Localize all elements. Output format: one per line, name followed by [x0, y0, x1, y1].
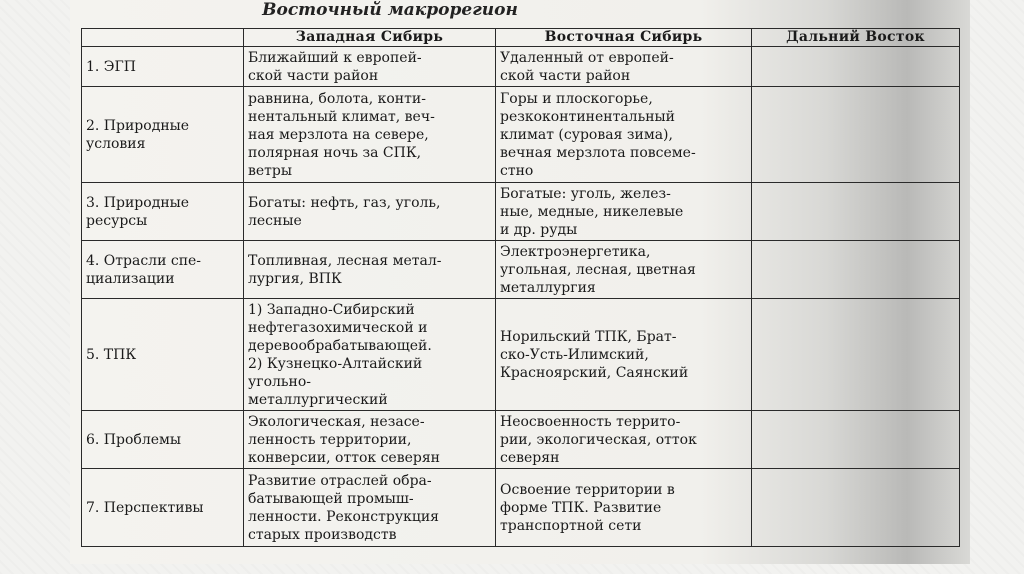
cell-far-east [752, 241, 960, 299]
cell-east-siberia: Удаленный от европей- ской части район [496, 47, 752, 87]
header-west-siberia: Западная Сибирь [244, 29, 496, 47]
row-label: 4. Отрасли спе- циализации [82, 241, 244, 299]
cell-west-siberia: равнина, болота, конти- нентальный климат, веч- ная мерзлота на севере, полярная ночь за СПК, ветры [244, 87, 496, 183]
cell-far-east [752, 183, 960, 241]
cell-west-siberia: Богаты: нефть, газ, уголь, лесные [244, 183, 496, 241]
cell-west-siberia: Экологическая, незасе- ленность территории, конверсии, отток северян [244, 411, 496, 469]
cell-far-east [752, 469, 960, 547]
cell-west-siberia: Топливная, лесная метал- лургия, ВПК [244, 241, 496, 299]
cell-east-siberia: Норильский ТПК, Брат- ско-Усть-Илимский, Красноярский, Саянский [496, 299, 752, 411]
row-label: 5. ТПК [82, 299, 244, 411]
row-label: 2. Природные условия [82, 87, 244, 183]
header-east-siberia: Восточная Сибирь [496, 29, 752, 47]
row-label: 6. Проблемы [82, 411, 244, 469]
cell-west-siberia: Ближайший к европей- ской части район [244, 47, 496, 87]
cell-far-east [752, 299, 960, 411]
cell-far-east [752, 47, 960, 87]
cell-east-siberia: Освоение территории в форме ТПК. Развитие транспортной сети [496, 469, 752, 547]
cell-east-siberia: Горы и плоскогорье, резкоконтинентальный климат (суровая зима), вечная мерзлота повсеме- стно [496, 87, 752, 183]
table-row [82, 87, 960, 183]
cell-west-siberia: 1) Западно-Сибирский нефтегазохимической и деревообрабатывающей. 2) Кузнецко-Алтайский угольно- металлургический [244, 299, 496, 411]
cell-east-siberia: Неосвоенность террито- рии, экологическая, отток северян [496, 411, 752, 469]
cell-far-east [752, 411, 960, 469]
cell-east-siberia: Электроэнергетика, угольная, лесная, цветная металлургия [496, 241, 752, 299]
table-header-row [82, 29, 960, 47]
row-label: 7. Перспективы [82, 469, 244, 547]
cell-east-siberia: Богатые: уголь, желез- ные, медные, никелевые и др. руды [496, 183, 752, 241]
table-row [82, 411, 960, 469]
table-row [82, 299, 960, 411]
row-label: 1. ЭГП [82, 47, 244, 87]
table-row [82, 469, 960, 547]
header-far-east: Дальний Восток [752, 29, 960, 47]
cell-west-siberia: Развитие отраслей обра- батывающей промыш- ленности. Реконструкция старых производств [244, 469, 496, 547]
scanned-page [70, 0, 970, 564]
row-label: 3. Природные ресурсы [82, 183, 244, 241]
header-blank [82, 29, 244, 47]
table-row [82, 183, 960, 241]
page-title: Восточный макрорегион [262, 0, 518, 20]
table-row [82, 241, 960, 299]
region-table [81, 28, 960, 547]
cell-far-east [752, 87, 960, 183]
table-row [82, 47, 960, 87]
